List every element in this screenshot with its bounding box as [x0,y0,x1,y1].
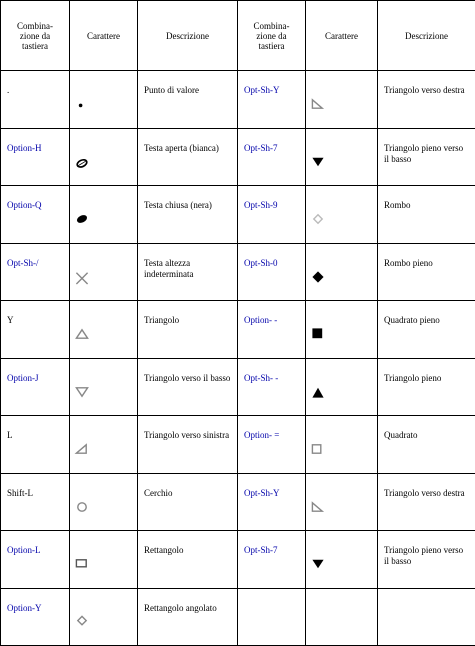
triangle-left-outline-icon [70,416,137,473]
key-combo-cell-right [238,186,306,244]
description-cell-right [378,588,475,646]
diamond-filled-icon [306,244,377,301]
description-text [378,589,475,603]
character-cell-left [70,243,138,301]
triangle-up-outline-icon [70,301,137,358]
key-combo-label: Opt-Sh- - [244,372,279,383]
triangle-down-filled-icon [306,531,377,588]
description-cell-right [378,301,475,359]
key-combo-cell-right [238,301,306,359]
description-cell-left [138,301,238,359]
key-combo-label: Shift-L [7,487,33,498]
character-cell-right [306,531,378,589]
character-cell-right [306,358,378,416]
key-combo-cell-right [238,71,306,129]
description-text: Triangolo verso il basso [144,372,231,383]
key-combo-label: . [7,85,10,95]
key-combo-cell-left [1,128,70,186]
triangle-right-outline-icon [306,474,377,531]
angled-rectangle-icon [70,589,137,646]
key-combo-cell-left [1,588,70,646]
key-combo-cell-left [1,473,70,531]
character-cell-right [306,243,378,301]
triangle-up-filled-icon [306,359,377,416]
key-combo-label: Opt-Sh-0 [244,257,278,268]
header-desc-left: Descrizione [138,1,238,71]
dot-icon [70,71,137,128]
description-text: Triangolo pieno verso il basso [384,142,464,164]
key-combo-label: Option-H [7,142,42,153]
table-row [1,588,475,646]
key-combo-label: L [7,430,13,440]
table-row [1,243,475,301]
character-cell-left [70,186,138,244]
key-combo-label: Opt-Sh-7 [244,545,278,555]
character-cell-right [306,416,378,474]
table-row [1,301,475,359]
key-combo-label: Option- - [244,315,278,325]
key-combo-label: Opt-Sh-7 [244,142,278,153]
triangle-down-outline-icon [70,359,137,416]
description-text: Quadrato pieno [384,315,440,325]
description-text: Triangolo pieno [384,372,442,383]
description-cell-right [378,128,475,186]
description-text: Quadrato [384,430,418,440]
key-combo-cell-right [238,416,306,474]
character-cell-left [70,588,138,646]
key-combo-cell-left [1,358,70,416]
description-cell-left [138,416,238,474]
key-combo-label: Opt-Sh-/ [7,257,39,268]
description-text: Testa altezza indeterminata [144,257,194,279]
description-text: Triangolo verso destra [384,487,465,498]
character-cell-left [70,71,138,129]
description-text: Triangolo verso sinistra [144,430,230,440]
character-cell-right [306,301,378,359]
open-notehead-icon [70,129,137,186]
header-char-left: Carattere [70,1,138,71]
description-text: Punto di valore [144,85,199,95]
square-filled-icon [306,301,377,358]
table-row [1,416,475,474]
key-combo-label [238,589,305,603]
description-cell-left [138,531,238,589]
character-cell-left [70,473,138,531]
header-desc-right: Descrizione [378,1,475,71]
key-combo-cell-left [1,243,70,301]
key-combo-label: Option-L [7,545,41,555]
table-row [1,186,475,244]
key-combo-cell-left [1,531,70,589]
x-mark-icon [70,244,137,301]
description-text: Rettangolo angolato [144,602,217,613]
description-cell-left [138,243,238,301]
key-combo-cell-left [1,416,70,474]
header-combo-left: Combina- zione da tastiera [1,1,70,71]
character-cell-left [70,128,138,186]
character-cell-left [70,358,138,416]
character-cell-right [306,588,378,646]
table-row [1,71,475,129]
triangle-down-filled-icon [306,129,377,186]
key-combo-label: Option-Y [7,602,42,613]
table-row [1,128,475,186]
description-text: Triangolo pieno verso il basso [384,545,464,566]
description-text: Rombo [384,200,411,210]
header-char-right: Carattere [306,1,378,71]
key-combo-cell-left [1,301,70,359]
description-cell-right [378,71,475,129]
description-cell-right [378,531,475,589]
circle-outline-icon [70,474,137,531]
key-combo-label: Y [7,315,14,325]
description-cell-left [138,128,238,186]
key-combo-cell-right [238,588,306,646]
description-text: Triangolo [144,315,180,325]
description-cell-left [138,588,238,646]
description-cell-right [378,416,475,474]
table-row [1,358,475,416]
table-row [1,473,475,531]
key-combo-label: Option-Q [7,200,42,210]
description-text: Triangolo verso destra [384,85,465,95]
key-combo-label: Opt-Sh-9 [244,200,278,210]
description-cell-left [138,71,238,129]
character-cell-right [306,473,378,531]
diamond-outline-icon [306,186,377,243]
closed-notehead-icon [70,186,137,243]
key-combo-label: Opt-Sh-Y [244,487,280,498]
description-cell-right [378,358,475,416]
key-combo-cell-right [238,531,306,589]
key-combo-cell-right [238,128,306,186]
description-cell-left [138,186,238,244]
description-cell-right [378,473,475,531]
key-combo-cell-left [1,186,70,244]
description-text: Rombo pieno [384,257,433,268]
character-cell-left [70,416,138,474]
key-combo-cell-left [1,71,70,129]
key-combo-cell-right [238,243,306,301]
header-combo-right: Combina- zione da tastiera [238,1,306,71]
key-combo-label: Option-J [7,372,39,383]
character-cell-right [306,128,378,186]
description-cell-right [378,186,475,244]
key-combo-label: Option- = [244,430,280,440]
description-text: Rettangolo [144,545,184,555]
description-text: Cerchio [144,487,173,498]
description-cell-right [378,243,475,301]
table-row [1,531,475,589]
key-combo-label: Opt-Sh-Y [244,85,280,95]
description-cell-left [138,473,238,531]
character-cell-left [70,301,138,359]
description-cell-left [138,358,238,416]
square-outline-icon [306,416,377,473]
description-text: Testa chiusa (nera) [144,200,212,210]
key-combo-cell-right [238,358,306,416]
character-cell-right [306,186,378,244]
description-text: Testa aperta (bianca) [144,142,219,153]
character-cell-left [70,531,138,589]
key-combo-cell-right [238,473,306,531]
header-row [1,1,475,71]
rectangle-outline-icon [70,531,137,588]
character-cell-right [306,71,378,129]
triangle-right-outline-icon [306,71,377,128]
